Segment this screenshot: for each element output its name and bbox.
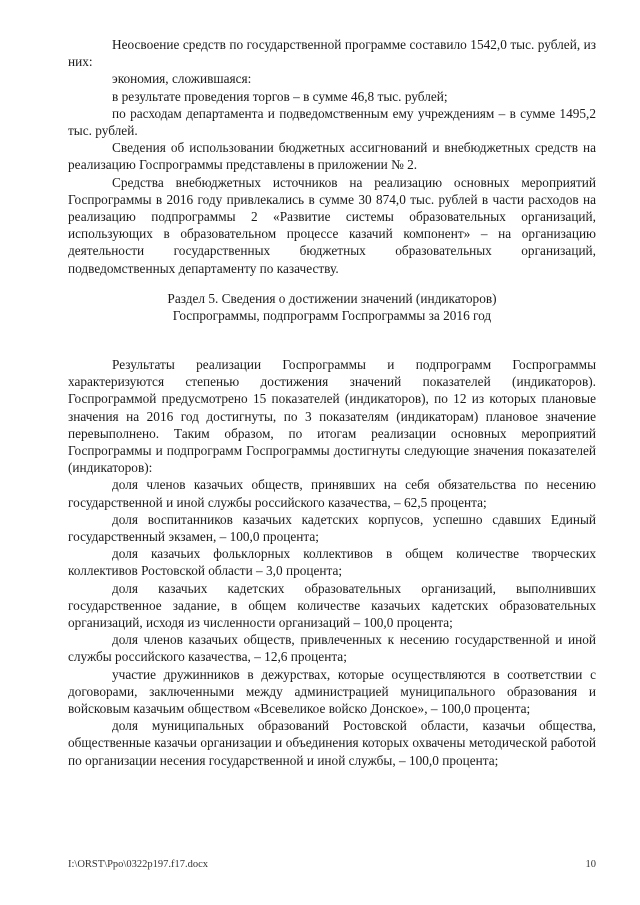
list-item: доля воспитанников казачьих кадетских корпусов, успешно сдавших Единый государственный экзамен, – 100,0 процента; [68, 511, 596, 545]
heading-line-2: Госпрограммы, подпрограмм Госпрограммы за 2016 год [172, 308, 492, 324]
paragraph: экономия, сложившаяся: [112, 71, 252, 87]
paragraph: Сведения об использовании бюджетных ассигнований и внебюджетных средств на реализацию Госпрограммы представлены в приложении № 2. [68, 140, 596, 173]
paragraph: по расходам департамента и подведомственным ему учреждениям – в сумме 1495,2 тыс. рублей. [68, 105, 596, 139]
page-number: 10 [585, 859, 596, 870]
section-a [68, 36, 596, 277]
list-item: доля казачьих кадетских образовательных организаций, выполнивших государственное задание, в общем количестве казачьих кадетских образовательных организаций, исходя из численности организаций – 100,0 процента; [68, 580, 596, 631]
list-item: участие дружинников в дежурствах, которые осуществляются в соответствии с договорами, заключенными между администрацией муниципального образования и войсковым казачьим обществом «Всевеликое войско Донское», – 100,0 процента; [68, 666, 596, 717]
heading-line-1: Раздел 5. Сведения о достижении значений (индикаторов) [167, 291, 497, 306]
paragraph: Средства внебюджетных источников на реализацию основных мероприятий Госпрограммы в 2016 году привлекались в сумме 30 874,0 тыс. рублей в части расходов на реализацию подпрограммы 2 «Развитие системы образовательных организаций, использующих в образовательном процессе казачий компонент» – на организацию деятельности государственных бюджетных образовательных организаций, подведомственных департаменту по казачеству. [68, 174, 596, 276]
paragraph: Результаты реализации Госпрограммы и подпрограмм Госпрограммы характеризуются степенью достижения значений показателей (индикаторов). Госпрограммой предусмотрено 15 показателей (индикаторов), по 12 из которых плановые значения на 2016 год достигнуты, по 3 показателям (индикаторам) плановое значение перевыполнено. Таким образом, по итогам реализации основных мероприятий Госпрограммы и подпрограмм Госпрограммы достигнуты следующие значения показателей (индикаторов): [68, 357, 596, 476]
footer-file-path: I:\ORST\Ppo\0322p197.f17.docx [68, 859, 209, 870]
section-heading [68, 290, 596, 325]
list-item: доля казачьих фольклорных коллективов в общем количестве творческих коллективов Ростовской области – 3,0 процента; [68, 546, 596, 579]
list-item: доля членов казачьих обществ, привлеченных к несению государственной и иной службы российского казачества, – 12,6 процента; [68, 632, 596, 665]
paragraph: в результате проведения торгов – в сумме 46,8 тыс. рублей; [112, 88, 448, 104]
section-b [68, 356, 596, 769]
paragraph: Неосвоение средств по государственной программе составило 1542,0 тыс. рублей, из них: [68, 37, 596, 70]
list-item: доля членов казачьих обществ, принявших на себя обязательства по несению государственной и иной службы российского казачества, – 62,5 процента; [68, 477, 596, 510]
list-item: доля муниципальных образований Ростовской области, казачьи общества, общественные казачьи организации и объединения которых охвачены методической работой по организации несения государственной и иной службы, – 100,0 процента; [68, 718, 596, 768]
